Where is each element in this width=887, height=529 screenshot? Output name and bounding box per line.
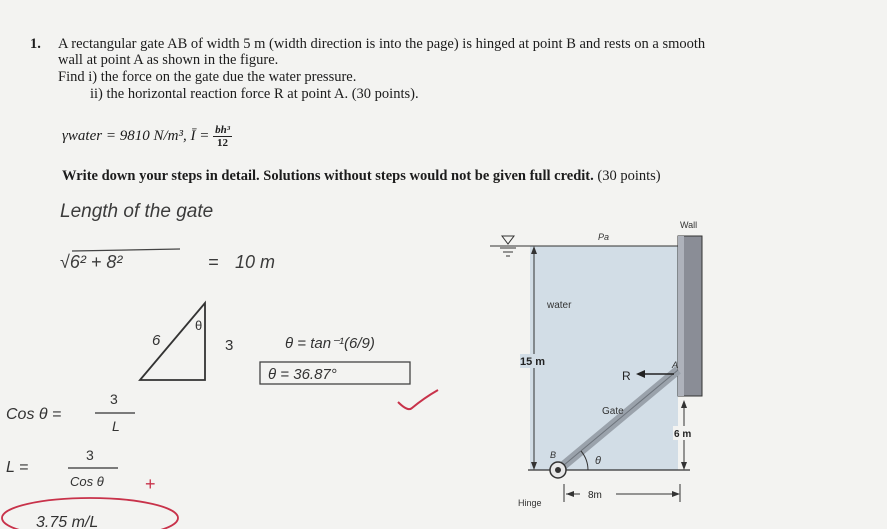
red-mark-icon: + (145, 474, 156, 494)
theta-value: θ = 36.87° (268, 366, 337, 383)
problem-line-1: A rectangular gate AB of width 5 m (width direction is into the page) is hinged at point B and rests on a smooth (58, 36, 706, 52)
cos-lhs: Cos θ = (6, 406, 62, 423)
height-arrow-bottom-icon (681, 462, 687, 470)
theta-label: θ (595, 455, 601, 467)
L-result: 3.75 m/L (36, 514, 99, 529)
tri-left-label: 6 (152, 332, 161, 349)
problem-line-2: wall at point A as shown in the figure. (58, 52, 279, 68)
cos-numerator: 3 (110, 391, 118, 407)
r-label: R (622, 369, 631, 383)
problem-number: 1. (30, 36, 41, 52)
tri-angle-label: θ (195, 318, 203, 333)
wall-label: Wall (680, 220, 698, 230)
tri-right-label: 3 (225, 337, 234, 354)
height-label: 6 m (674, 429, 692, 440)
width-label: 8m (588, 490, 602, 501)
L-lhs: L = (6, 459, 29, 476)
width-arrow-left-icon (566, 491, 574, 497)
height-arrow-top-icon (681, 400, 687, 408)
instruction-bold: Write down your steps in detail. Solutions without steps would not be given full credit. (62, 168, 594, 184)
triangle-sketch (140, 303, 233, 380)
L-denominator: Cos θ (70, 474, 104, 489)
hw-sqrt: √6² + 8² (60, 252, 123, 272)
cos-denominator: L (112, 418, 120, 434)
L-numerator: 3 (86, 447, 94, 463)
depth-label: 15 m (520, 356, 546, 368)
check-mark-icon (398, 390, 438, 409)
instruction-points: (30 points) (597, 168, 661, 184)
formula-denominator: 12 (217, 137, 229, 149)
water-label: water (547, 300, 572, 311)
hinge-pin-icon (555, 467, 561, 473)
hinge-label: Hinge (518, 498, 542, 508)
problem-line-3: Find i) the force on the gate due the water pressure. (58, 69, 357, 85)
theta-expression: θ = tan⁻¹(6/9) (285, 335, 375, 352)
width-arrow-right-icon (672, 491, 680, 497)
formula-numerator: bh³ (215, 124, 230, 136)
hw-equals: = (208, 252, 219, 272)
a-label: A (672, 360, 679, 370)
hw-result: 10 m (235, 252, 276, 272)
b-label: B (550, 450, 557, 460)
triangle-shape (140, 303, 205, 380)
formula-lhs: γwater = 9810 N/m³, Ī = (62, 127, 210, 144)
hw-title: Length of the gate (60, 201, 214, 222)
problem-line-4: ii) the horizontal reaction force R at point A. (30 points). (90, 86, 419, 102)
gate-label: Gate (602, 406, 624, 417)
pa-label: Pa (598, 232, 610, 242)
gate-figure (490, 218, 887, 529)
sqrt-bar (72, 249, 180, 251)
